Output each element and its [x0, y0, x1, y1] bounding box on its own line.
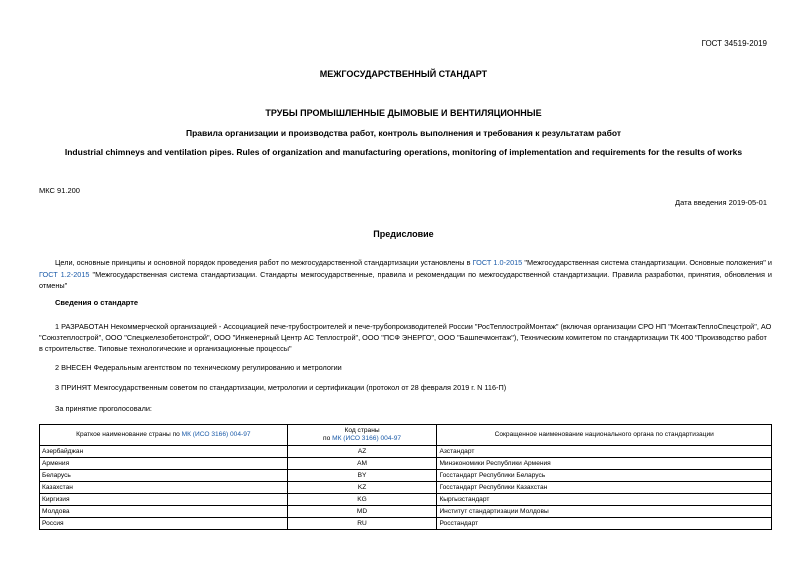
body-cell: Азстандарт: [437, 446, 772, 458]
country-cell: Киргизия: [40, 494, 288, 506]
country-code-header: [287, 425, 437, 446]
code-cell: KZ: [287, 482, 437, 494]
table-row: [40, 482, 772, 494]
mk-iso-link[interactable]: МК (ИСО 3166) 004-97: [181, 430, 251, 438]
code-cell: BY: [287, 470, 437, 482]
code-cell: RU: [287, 518, 437, 530]
adopted-text: 3 ПРИНЯТ Межгосударственным советом по стандартизации, метрологии и сертификации (протокол от 28 февраля 2019 г. N 116-П): [55, 383, 507, 392]
code-cell: KG: [287, 494, 437, 506]
code-header-text: Код страны: [344, 426, 380, 434]
table-row: [40, 518, 772, 530]
gost-1-2-link[interactable]: ГОСТ 1.2-2015: [39, 269, 90, 279]
gost-1-0-link[interactable]: ГОСТ 1.0-2015: [472, 258, 523, 267]
standard-type-title: МЕЖГОСУДАРСТВЕННЫЙ СТАНДАРТ: [319, 69, 488, 79]
body-cell: Росстандарт: [437, 518, 772, 530]
table-row: [40, 494, 772, 506]
standard-info-heading: Сведения о стандарте: [55, 298, 139, 307]
country-cell: Армения: [40, 458, 288, 470]
english-title: Industrial chimneys and ventilation pipes. Rules of organization and manufacturing operations, monitoring of implementation and requirements for the results of works: [64, 147, 743, 157]
code-header-prefix: по: [323, 435, 333, 442]
country-header-text: Краткое наименование страны по: [76, 430, 182, 438]
preface-paragraph: [39, 257, 772, 292]
table-row: [40, 458, 772, 470]
developer-line-2: "Союзтеплострой", ООО "Спецжелезобетонстрой", ООО "Инженерный Центр АС Теплострой", ООО "ПСФ ЭНЕРГО", ООО "Башпечмонтаж"), Техническим комитетом по стандартизации ТК 400 "Производство работ: [39, 333, 767, 342]
standard-subtitle: Правила организации и производства работ, контроль выполнения и требования к результатам работ: [185, 128, 621, 138]
developer-text-1: 1 РАЗРАБОТАН Некоммерческой организацией - Ассоциацией пече-трубостроителей и пече-трубопроизводителей России "РосТеплостройМонтаж" (включая организации СРО НП "МонтажТеплоСпецстрой", АО: [55, 322, 772, 331]
body-cell: Минэкономики Республики Армения: [437, 458, 772, 470]
voted-for: [39, 403, 772, 415]
member-countries-table: [39, 424, 772, 530]
country-name-header: [40, 425, 288, 446]
code-cell: MD: [287, 506, 437, 518]
country-cell: Казахстан: [40, 482, 288, 494]
introduced-by: [39, 362, 772, 374]
code-cell: AM: [287, 458, 437, 470]
developer-line-1: [39, 321, 772, 333]
developer-line-3: в строительстве. Типовые технологические и организационные процессы": [39, 344, 292, 353]
preface-text-b: "Межгосударственная система стандартизации. Основные положения" и: [522, 258, 773, 267]
country-cell: Россия: [40, 518, 288, 530]
code-cell: AZ: [287, 446, 437, 458]
preface-text-c: "Межгосударственная система стандартизации. Стандарты межгосударственные, правила и рекомендации по межгосударственной стандартизации. Правила разработки, принятия, обновления и отмены": [39, 269, 773, 290]
body-cell: Госстандарт Республики Казахстан: [437, 482, 772, 494]
preface-heading: Предисловие: [373, 229, 434, 239]
adopted-by: [39, 382, 772, 394]
document-code: ГОСТ 34519-2019: [701, 39, 767, 48]
preface-text-a: Цели, основные принципы и основной порядок проведения работ по межгосударственной стандартизации установлены в: [55, 258, 473, 267]
standards-body-header: Сокращенное наименование национального органа по стандартизации: [437, 425, 772, 446]
body-cell: Кыргызстандарт: [437, 494, 772, 506]
table-row: [40, 506, 772, 518]
body-cell: Институт стандартизации Молдовы: [437, 506, 772, 518]
body-cell: Госстандарт Республики Беларусь: [437, 470, 772, 482]
country-cell: Азербайджан: [40, 446, 288, 458]
table-row: [40, 446, 772, 458]
table-header-row: [40, 425, 772, 446]
table-row: [40, 470, 772, 482]
introduction-date: Дата введения 2019-05-01: [675, 198, 767, 207]
mk-iso-code-link[interactable]: МК (ИСО 3166) 004-97: [332, 435, 402, 442]
introduced-text: 2 ВНЕСЕН Федеральным агентством по техническому регулированию и метрологии: [55, 363, 342, 372]
country-cell: Беларусь: [40, 470, 288, 482]
country-cell: Молдова: [40, 506, 288, 518]
mks-code: МКС 91.200: [39, 186, 80, 195]
voted-text: За принятие проголосовали:: [55, 404, 152, 413]
standard-name-title: ТРУБЫ ПРОМЫШЛЕННЫЕ ДЫМОВЫЕ И ВЕНТИЛЯЦИОННЫЕ: [265, 108, 542, 118]
